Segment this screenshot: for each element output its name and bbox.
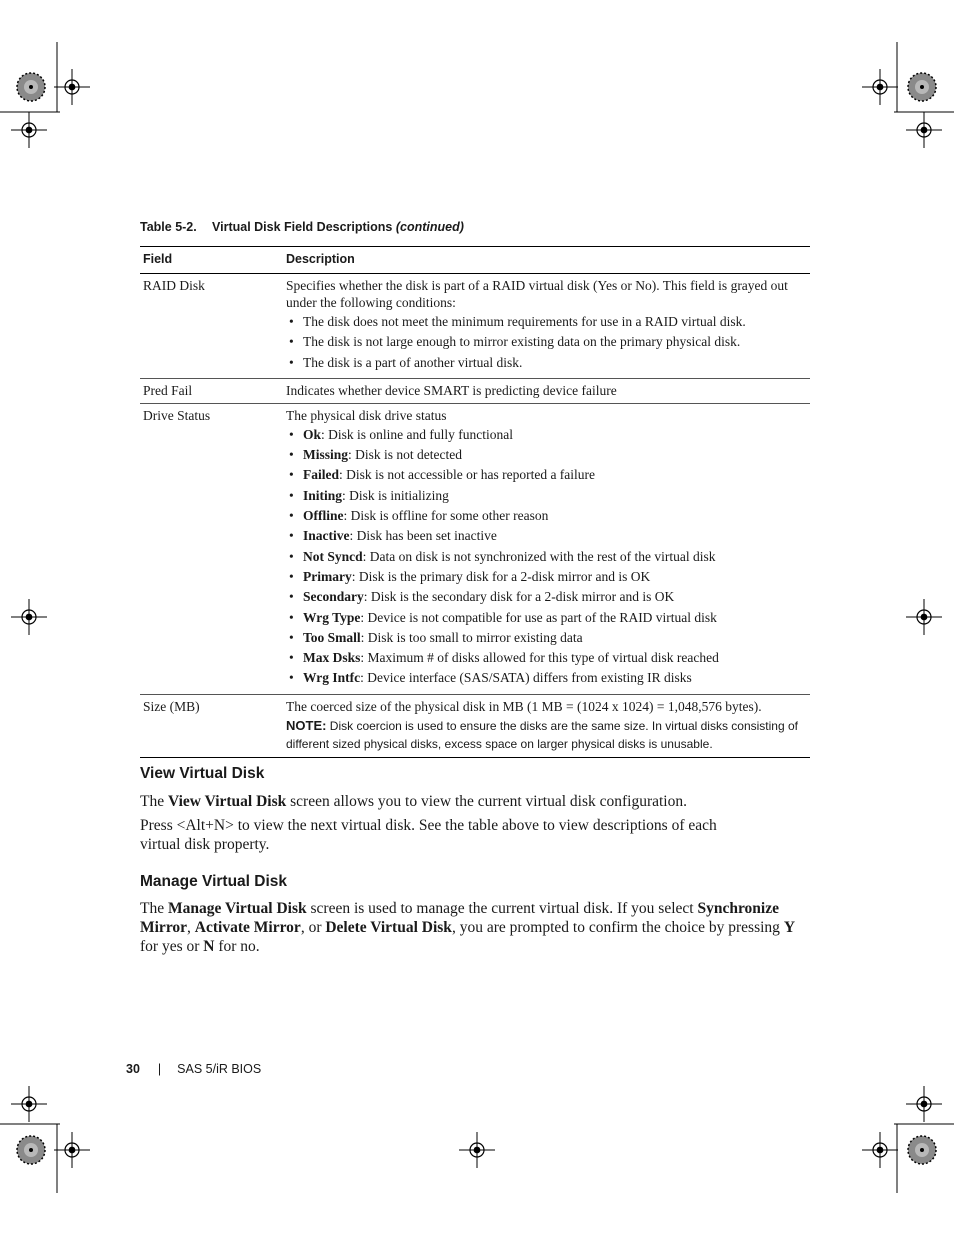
screen-name: View Virtual Disk — [167, 793, 287, 810]
manage-virtual-disk-heading: Manage Virtual Disk — [140, 873, 288, 890]
text-run-bold: Y — [783, 919, 796, 936]
view-paragraph-2: Press <Alt+N> to view the next virtual disk. See the table above to view descriptions of each virtual disk property. — [140, 817, 717, 853]
status-term: Not Syncd — [303, 548, 363, 564]
crosshair-icon — [11, 112, 47, 148]
footer-separator: | — [157, 1062, 162, 1076]
field-cell: Size (MB) — [140, 694, 283, 757]
status-text: : Disk has been set inactive — [349, 528, 497, 544]
text-run-bold: Synchronize Mirror — [140, 900, 779, 936]
description-cell: Indicates whether device SMART is predicting device failure — [283, 378, 810, 403]
table-number: Table 5-2. — [140, 220, 197, 234]
crosshair-icon — [906, 599, 942, 635]
crosshair-icon — [54, 1132, 90, 1168]
list-item — [286, 548, 807, 565]
view-paragraph-1: The View Virtual Disk screen allows you to view the current virtual disk configuration. — [140, 793, 687, 810]
crosshair-icon — [459, 1132, 495, 1168]
table-row-pred-fail — [140, 378, 810, 403]
list-item — [286, 527, 807, 544]
list-item: • The disk does not meet the minimum requirements for use in a RAID virtual disk. — [286, 313, 807, 330]
text-run-bold: Manage Virtual Disk — [167, 900, 307, 917]
text-run: for yes or — [140, 938, 204, 955]
table-continued: (continued) — [395, 220, 464, 234]
status-text: : Disk is initializing — [342, 487, 449, 503]
crosshair-icon — [906, 112, 942, 148]
table-row-drive-status — [140, 403, 810, 694]
crosshair-icon — [54, 69, 90, 105]
view-virtual-disk-heading: View Virtual Disk — [140, 765, 265, 782]
table-header-row — [140, 247, 810, 274]
status-text: : Disk is not accessible or has reported a failure — [339, 467, 596, 483]
field-cell: Drive Status — [140, 403, 283, 694]
status-term: Max Dsks — [303, 650, 361, 666]
status-text: : Disk is the primary disk for a 2-disk mirror and is OK — [351, 568, 651, 584]
status-text: : Data on disk is not synchronized with the rest of the virtual disk — [362, 548, 716, 564]
text-run-bold: Activate Mirror — [194, 919, 301, 936]
page-footer — [126, 1062, 261, 1076]
crosshair-icon — [906, 1086, 942, 1122]
status-list — [286, 426, 807, 687]
status-text: : Disk is the secondary disk for a 2-disk mirror and is OK — [363, 589, 675, 605]
list-item: • The disk is a part of another virtual disk. — [286, 354, 807, 371]
text-run: , — [187, 919, 195, 936]
crosshair-icon — [862, 69, 898, 105]
list-item — [286, 609, 807, 626]
text-run: , you are prompted to confirm the choice by pressing — [451, 919, 784, 936]
crosshair-icon — [862, 1132, 898, 1168]
text-run-bold: N — [203, 938, 215, 955]
note-label: NOTE: — [286, 717, 327, 733]
footer-title: SAS 5/iR BIOS — [177, 1062, 262, 1076]
manage-paragraph — [140, 899, 805, 956]
description-cell — [283, 403, 810, 694]
field-cell: Pred Fail — [140, 378, 283, 403]
status-text: : Device is not compatible for use as part of the RAID virtual disk — [360, 609, 717, 625]
text-run: The — [140, 900, 168, 917]
status-term: Failed — [303, 467, 339, 483]
status-text: : Disk is online and fully functional — [321, 426, 513, 442]
note-text: Disk coercion is used to ensure the disks are the same size. In virtual disks consisting of different sized physical disks, excess space on larger physical disks is unusable. — [286, 718, 798, 751]
list-item — [286, 507, 807, 524]
page-number: 30 — [126, 1062, 140, 1076]
status-text: : Disk is too small to mirror existing data — [360, 629, 583, 645]
status-text: : Maximum # of disks allowed for this type of virtual disk reached — [360, 650, 719, 666]
table-title: Virtual Disk Field Descriptions — [212, 220, 393, 234]
description-text: The physical disk drive status — [286, 407, 447, 423]
field-cell: RAID Disk — [140, 274, 283, 379]
table-row-size — [140, 694, 810, 757]
virtual-disk-field-table — [140, 246, 810, 758]
status-term: Too Small — [303, 629, 361, 645]
list-item — [286, 629, 807, 646]
description-text: The coerced size of the physical disk in MB (1 MB = (1024 x 1024) = 1,048,576 bytes). — [286, 698, 762, 714]
list-item — [286, 466, 807, 483]
column-header-description: Description — [283, 247, 810, 274]
list-item — [286, 669, 807, 686]
list-item — [286, 649, 807, 666]
column-header-field: Field — [140, 247, 283, 274]
status-text: : Disk is not detected — [348, 447, 462, 463]
registration-star-icon — [908, 1136, 936, 1164]
description-cell — [283, 694, 810, 757]
registration-star-icon — [17, 1136, 45, 1164]
status-text: : Disk is offline for some other reason — [343, 508, 549, 524]
list-item: • The disk is not large enough to mirror existing data on the primary physical disk. — [286, 333, 807, 350]
list-item — [286, 426, 807, 443]
text-run: , or — [300, 919, 326, 936]
list-item — [286, 487, 807, 504]
registration-star-icon — [908, 73, 936, 101]
status-term: Missing — [303, 447, 349, 463]
table-row-raid-disk — [140, 274, 810, 379]
list-item — [286, 568, 807, 585]
text-run: for no. — [214, 938, 260, 955]
status-text: : Device interface (SAS/SATA) differs from existing IR disks — [360, 670, 692, 686]
registration-star-icon — [17, 73, 45, 101]
text-run-bold: Delete Virtual Disk — [325, 919, 452, 936]
note-box — [286, 717, 807, 753]
status-term: Ok — [303, 426, 322, 442]
list-item — [286, 446, 807, 463]
status-term: Wrg Type — [303, 609, 361, 625]
status-term: Primary — [303, 568, 352, 584]
condition-list — [286, 313, 807, 371]
status-term: Inactive — [303, 528, 350, 544]
description-cell — [283, 274, 810, 379]
status-term: Offline — [303, 508, 344, 524]
crosshair-icon — [11, 599, 47, 635]
list-item — [286, 588, 807, 605]
crosshair-icon — [11, 1086, 47, 1122]
status-term: Wrg Intfc — [303, 670, 361, 686]
table-caption — [140, 220, 464, 234]
status-term: Initing — [303, 487, 343, 503]
description-text: Specifies whether the disk is part of a RAID virtual disk (Yes or No). This field is grayed out under the following conditions: — [286, 278, 788, 310]
text-run: screen is used to manage the current virtual disk. If you select — [306, 900, 698, 917]
status-term: Secondary — [303, 589, 364, 605]
